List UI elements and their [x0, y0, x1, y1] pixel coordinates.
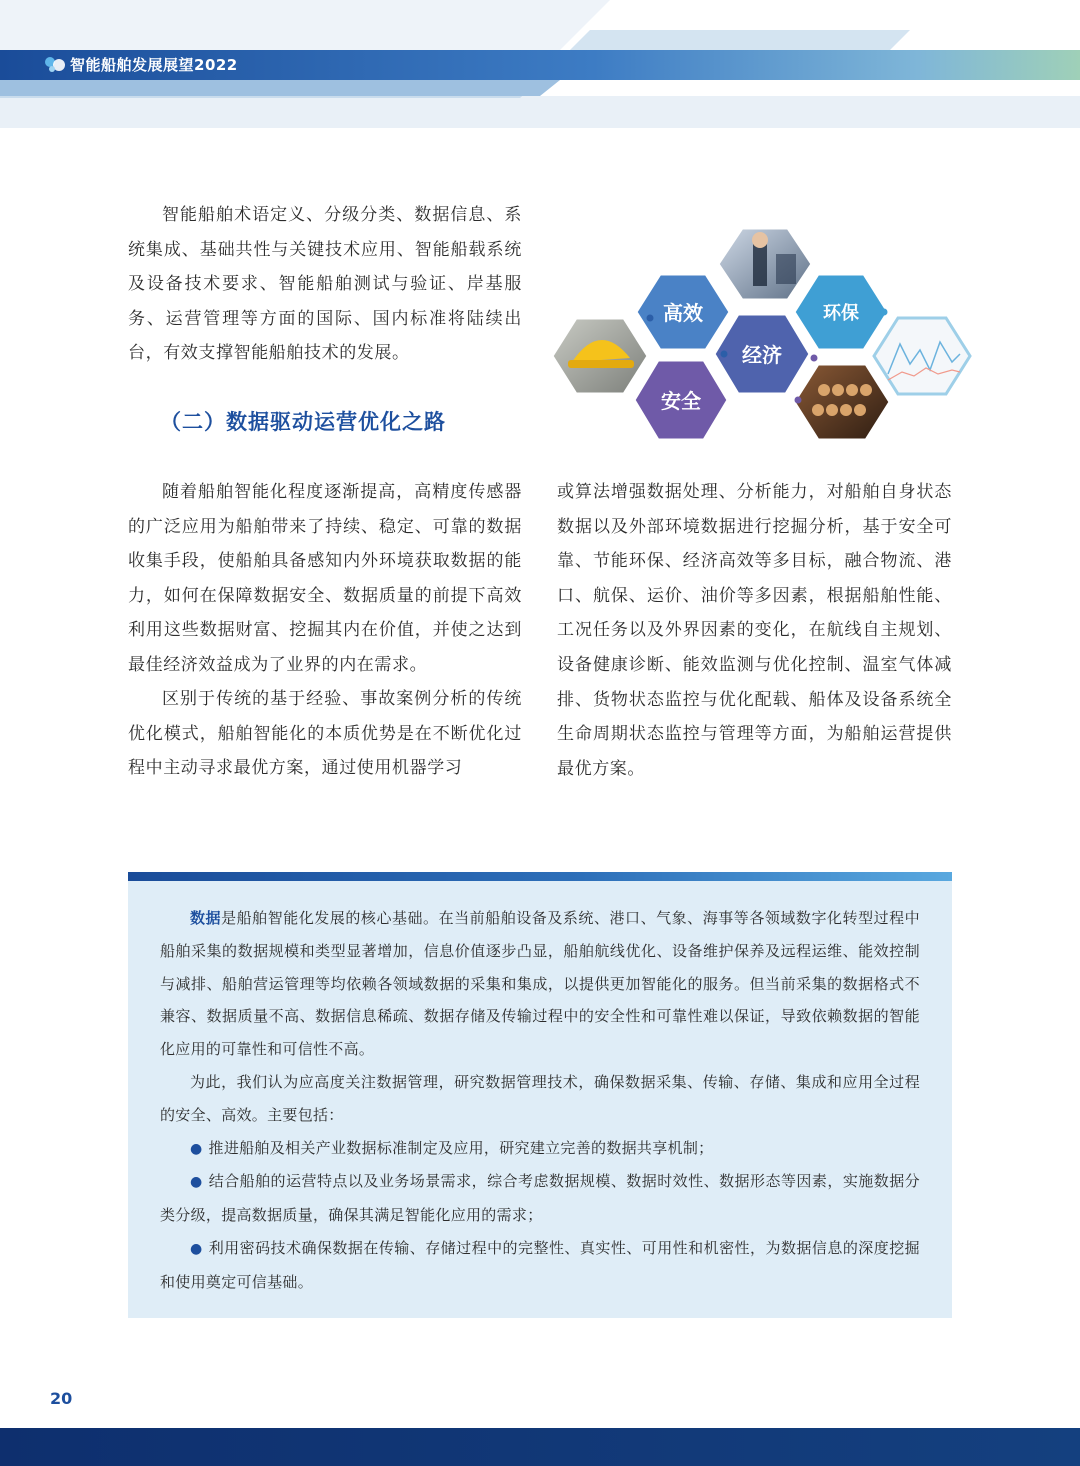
info-box-bullet-text: 利用密码技术确保数据在传输、存储过程中的完整性、真实性、可用性和机密性，为数据信息的深度挖掘和使用奠定可信基础。	[160, 1238, 920, 1291]
info-box-bullet-item	[160, 1165, 920, 1232]
hexagon-figure	[548, 224, 974, 448]
helmet-photo-hexagon	[552, 318, 648, 394]
page-number: 20	[50, 1389, 73, 1408]
data-info-box	[128, 872, 952, 1318]
info-box-paragraph: 为此，我们认为应高度关注数据管理，研究数据管理技术，确保数据采集、传输、存储、集成和应用全过程的安全、高效。主要包括：	[160, 1072, 920, 1124]
hexagon-efficiency	[636, 274, 730, 350]
hexagon-environment	[794, 274, 888, 350]
chart-photo-hexagon	[874, 318, 970, 394]
hexagon-label-economy: 经济	[742, 343, 782, 367]
info-box-lead-word: 数据	[190, 909, 222, 927]
info-box-bullet-item	[160, 1132, 920, 1166]
info-box-bullet-item	[160, 1232, 920, 1299]
intro-paragraph: 智能船舶术语定义、分级分类、数据信息、系统集成、基础共性与关键技术应用、智能船载系统及设备技术要求、智能船舶测试与验证、岸基服务、运营管理等方面的国际、国内标准将陆续出台，有效支撑智能船舶技术的发展。	[128, 205, 522, 364]
section-title: （二）数据驱动运营优化之路	[160, 410, 446, 434]
bullet-icon: ●	[190, 1174, 203, 1191]
body-paragraph: 随着船舶智能化程度逐渐提高，高精度传感器的广泛应用为船舶带来了持续、稳定、可靠的数据收集手段，使船舶具备感知内外环境获取数据的能力，如何在保障数据安全、数据质量的前提下高效利用这些数据财富、挖掘其内在价值，并使之达到最佳经济效益成为了业界的内在需求。	[128, 482, 522, 675]
info-box-bullet-text: 推进船舶及相关产业数据标准制定及应用，研究建立完善的数据共享机制；	[208, 1138, 714, 1157]
hexagon-label-environment: 环保	[823, 303, 859, 324]
info-box-paragraph-text: 是船舶智能化发展的核心基础。在当前船舶设备及系统、港口、气象、海事等各领域数字化转型过程中船舶采集的数据规模和类型显著增加，信息价值逐步凸显，船舶航线优化、设备维护保养及远程运维、能效控制与减排、船舶营运管理等均依赖各领域数据的采集和集成，以提供更加智能化的服务。但当前采集的数据格式不兼容、数据质量不高、数据信息稀疏、数据存储及传输过程中的安全性和可靠性难以保证，导致依赖数据的智能化应用的可靠性和可信性不高。	[160, 909, 920, 1059]
info-box-top-bar	[128, 872, 952, 881]
header-title: 智能船舶发展展望2022	[70, 56, 238, 74]
header-logo-dots-icon	[44, 55, 68, 73]
abacus-photo-hexagon	[794, 364, 890, 440]
footer-bar	[0, 1428, 1080, 1466]
body-paragraph: 或算法增强数据处理、分析能力，对船舶自身状态数据以及外部环境数据进行挖掘分析，基于安全可靠、节能环保、经济高效等多目标，融合物流、港口、航保、运价、油价等多因素，根据船舶性能、工况任务以及外界因素的变化，在航线自主规划、设备健康诊断、能效监测与优化控制、温室气体减排、货物状态监控与优化配载、船体及设备系统全生命周期状态监控与管理等方面，为船舶运营提供最优方案。	[557, 482, 952, 779]
office-photo-hexagon	[718, 228, 812, 300]
body-paragraph: 区别于传统的基于经验、事故案例分析的传统优化模式，船舶智能化的本质优势是在不断优化过程中主动寻求最优方案，通过使用机器学习	[128, 689, 522, 779]
hexagon-safety	[634, 360, 728, 440]
info-box-bullet-text: 结合船舶的运营特点以及业务场景需求，综合考虑数据规模、数据时效性、数据形态等因素，实施数据分类分级，提高数据质量，确保其满足智能化应用的需求；	[160, 1172, 920, 1225]
bullet-icon: ●	[190, 1140, 203, 1157]
info-box-paragraph	[160, 902, 920, 1066]
hexagon-economy	[714, 314, 810, 394]
info-box-text	[160, 902, 920, 1299]
bullet-icon: ●	[190, 1240, 203, 1257]
hexagon-label-safety: 安全	[661, 389, 701, 413]
hexagon-label-efficiency: 高效	[663, 301, 703, 325]
